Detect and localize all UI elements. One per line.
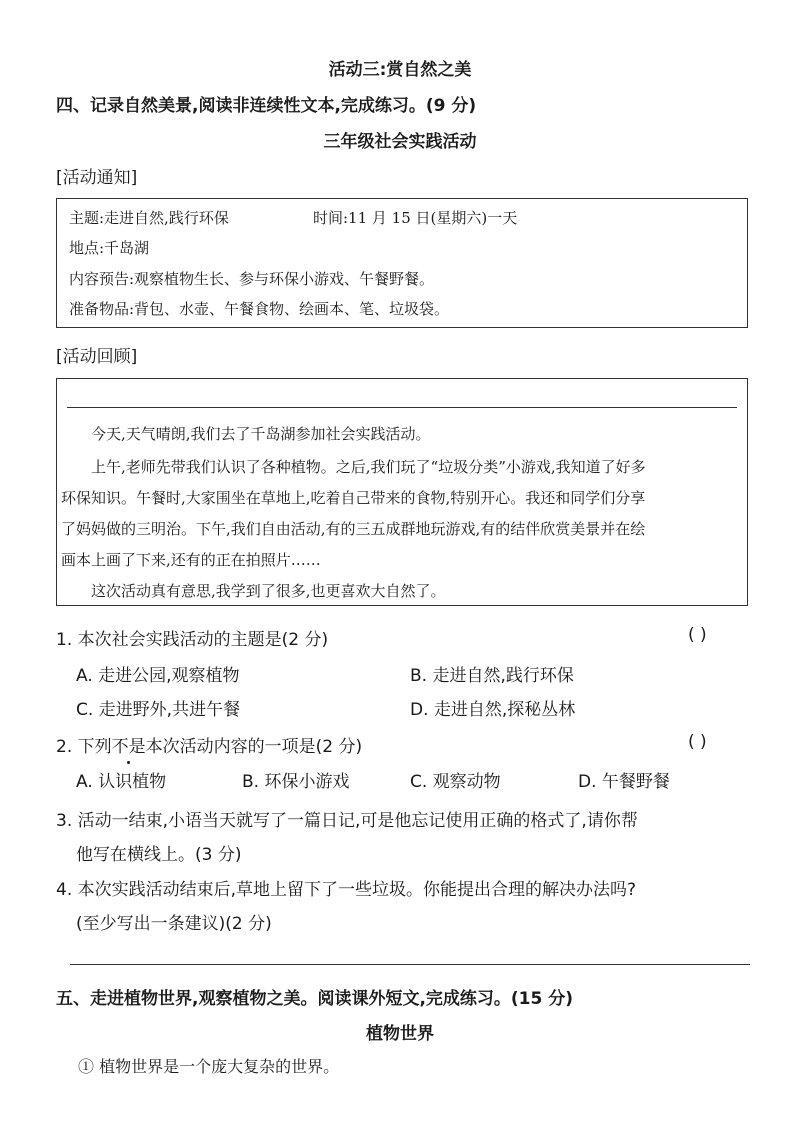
q1-option-a[interactable]: A. 走进公园,观察植物 <box>76 666 240 686</box>
section5-para-1: ① 植物世界是一个庞大复杂的世界。 <box>78 1057 340 1076</box>
q4-line-1: 4. 本次实践活动结束后,草地上留下了一些垃圾。你能提出合理的解决办法吗? <box>56 880 637 900</box>
notice-content: 内容预告:观察植物生长、参与环保小游戏、午餐野餐。 <box>69 270 435 288</box>
q2-stem <box>56 732 362 757</box>
notice-label: [活动通知] <box>56 168 138 188</box>
review-line-1: 今天,天气晴朗,我们去了千岛湖参加社会实践活动。 <box>91 425 431 443</box>
review-line-2: 上午,老师先带我们认识了各种植物。之后,我们玩了“垃圾分类”小游戏,我知道了好多 <box>91 458 646 476</box>
review-line-3: 环保知识。午餐时,大家围坐在草地上,吃着自己带来的食物,特别开心。我还和同学们分享 <box>61 489 646 507</box>
q4-answer-line[interactable] <box>70 964 750 965</box>
q3-line-2: 他写在横线上。(3 分) <box>76 845 242 865</box>
q2-option-b[interactable]: B. 环保小游戏 <box>242 772 350 792</box>
q1-answer-paren[interactable]: ( ) <box>688 625 707 645</box>
review-line-4: 了妈妈做的三明治。下午,我们自由活动,有的三五成群地玩游戏,有的结伴欣赏美景并在绘 <box>61 520 646 538</box>
section4-subtitle: 三年级社会实践活动 <box>323 132 477 152</box>
q1-stem: 1. 本次社会实践活动的主题是(2 分) <box>56 630 329 650</box>
section5-subtitle: 植物世界 <box>366 1024 434 1044</box>
review-label: [活动回顾] <box>56 347 138 367</box>
review-line-6: 这次活动真有意思,我学到了很多,也更喜欢大自然了。 <box>91 582 446 600</box>
q2-option-d[interactable]: D. 午餐野餐 <box>578 772 670 792</box>
q2-stem-emphasis: 不是 <box>111 737 146 757</box>
notice-place: 地点:千岛湖 <box>69 239 150 257</box>
q2-stem-pre: 2. 下列 <box>56 737 112 757</box>
q2-stem-post: 本次活动内容的一项是(2 分) <box>145 737 363 757</box>
notice-time: 时间:11 月 15 日(星期六)一天 <box>313 209 518 227</box>
q2-option-a[interactable]: A. 认识植物 <box>76 772 167 792</box>
notice-items: 准备物品:背包、水壶、午餐食物、绘画本、笔、垃圾袋。 <box>69 300 450 318</box>
q2-option-c[interactable]: C. 观察动物 <box>410 772 501 792</box>
section5-heading: 五、走进植物世界,观察植物之美。阅读课外短文,完成练习。(15 分) <box>56 989 574 1009</box>
q1-option-c[interactable]: C. 走进野外,共进午餐 <box>76 700 241 720</box>
notice-theme: 主题:走进自然,践行环保 <box>69 209 229 227</box>
review-box <box>56 378 748 606</box>
q2-answer-paren[interactable]: ( ) <box>688 732 707 752</box>
section4-heading: 四、记录自然美景,阅读非连续性文本,完成练习。(9 分) <box>56 96 477 116</box>
q1-option-d[interactable]: D. 走进自然,探秘丛林 <box>410 700 576 720</box>
diary-header-line <box>67 407 737 408</box>
notice-box <box>56 198 748 328</box>
q3-line-1: 3. 活动一结束,小语当天就写了一篇日记,可是他忘记使用正确的格式了,请你帮 <box>56 811 638 831</box>
activity-title: 活动三:赏自然之美 <box>328 60 472 80</box>
q1-option-b[interactable]: B. 走进自然,践行环保 <box>410 666 574 686</box>
review-line-5: 画本上画了下来,还有的正在拍照片…… <box>61 551 321 569</box>
q4-line-2: (至少写出一条建议)(2 分) <box>76 914 272 934</box>
